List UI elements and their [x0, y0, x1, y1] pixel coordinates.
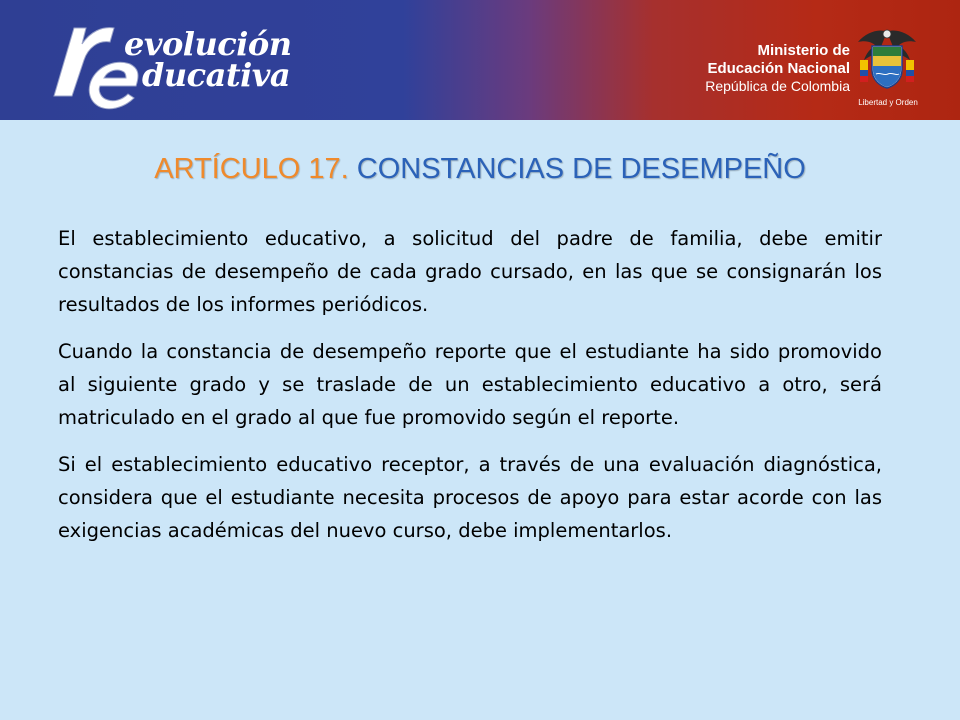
logo-word-educativa: ducativa — [142, 56, 291, 94]
logo-word-revolucion: evolución — [124, 25, 292, 63]
colombia-coat-of-arms-icon — [852, 26, 922, 92]
article-number: ARTÍCULO 17. — [154, 153, 349, 185]
seal-motto: Libertad y Orden — [858, 98, 918, 107]
revolucion-educativa-logo — [44, 18, 292, 114]
ministry-line-1: Ministerio de — [757, 42, 850, 59]
body-paragraph-2: Cuando la constancia de desempeño reporte que el estudiante ha sido promovido al siguiente grado y se traslade de un establecimiento educativo a otro, será matriculado en el grado al que fue promovido según el reporte. — [58, 340, 882, 429]
body-paragraph-1: El establecimiento educativo, a solicitud del padre de familia, debe emitir constancias de desempeño de cada grado cursado, en las que se consignarán los resultados de los informes periódicos. — [58, 227, 882, 316]
ministry-line-3: República de Colombia — [705, 78, 850, 94]
header-banner — [0, 0, 960, 120]
ministry-name — [705, 42, 850, 95]
article-body — [58, 222, 882, 561]
body-paragraph-3: Si el establecimiento educativo receptor, a través de una evaluación diagnóstica, considera que el estudiante necesita procesos de apoyo para estar acorde con las exigencias académicas del nuevo curso, debe implementarlos. — [58, 453, 882, 542]
article-heading: CONSTANCIAS DE DESEMPEÑO — [356, 153, 806, 185]
ministry-line-2: Educación Nacional — [707, 60, 850, 77]
slide-title — [0, 152, 960, 186]
